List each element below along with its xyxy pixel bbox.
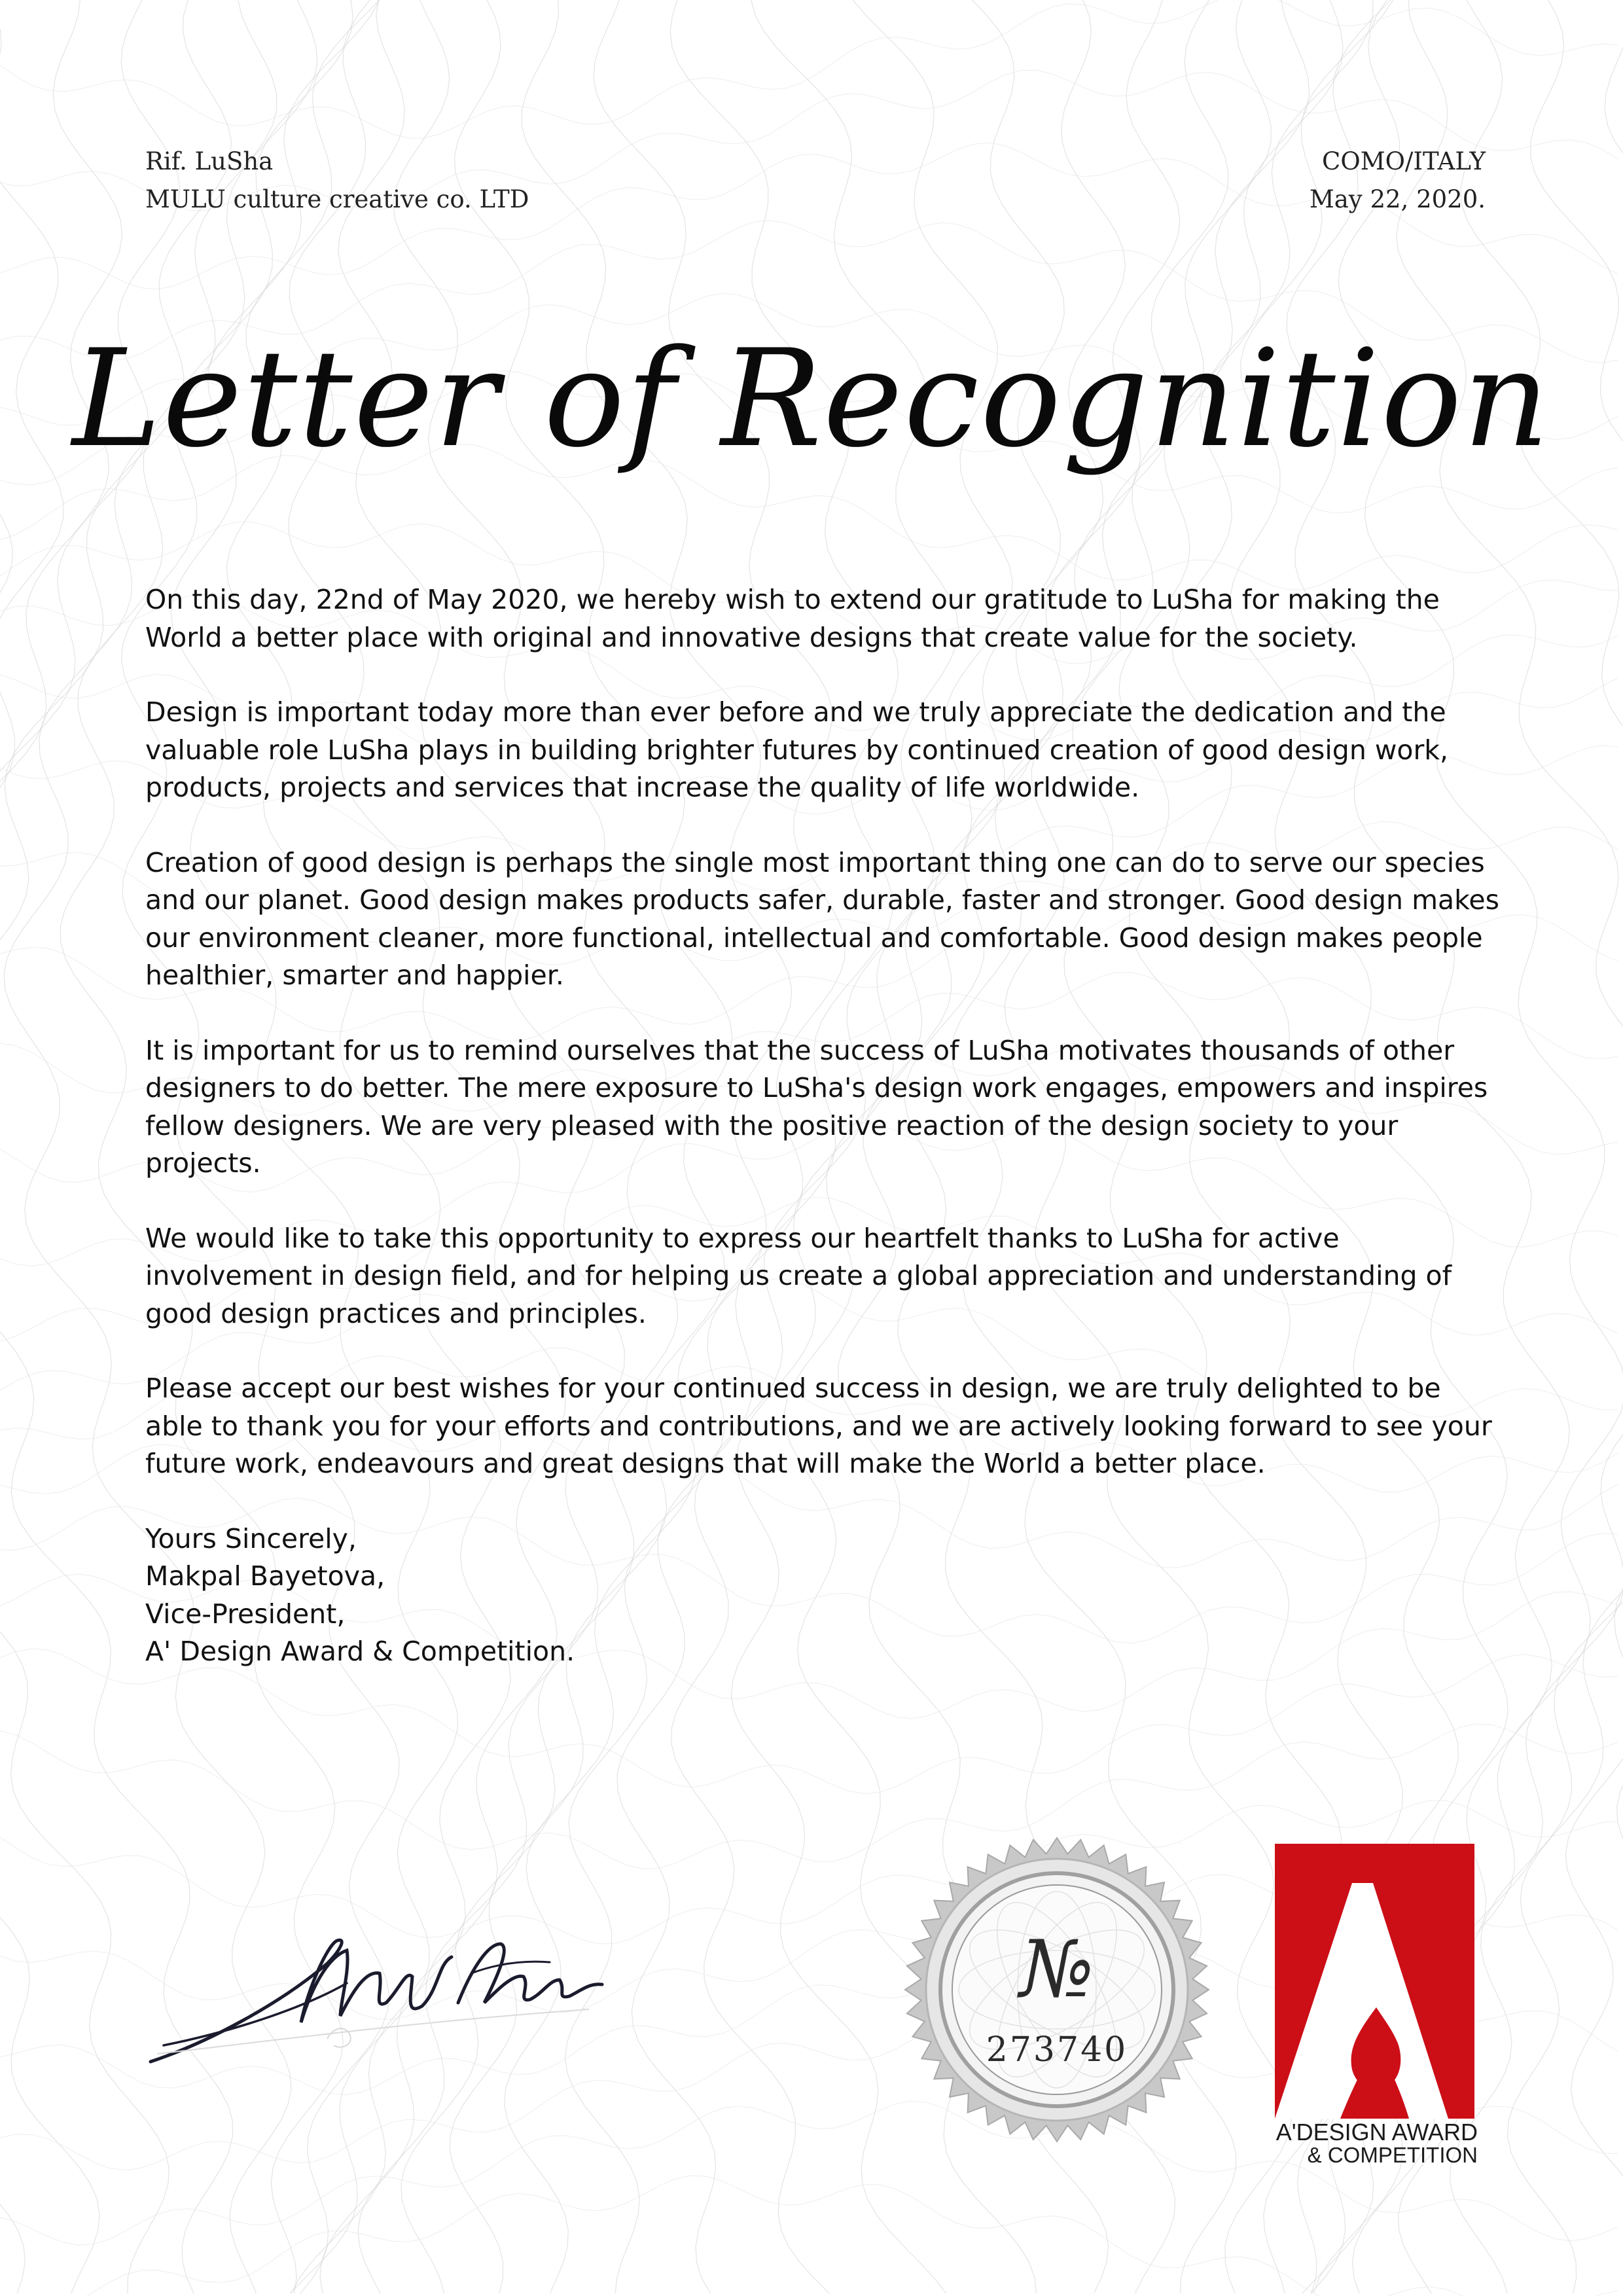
logo-caption-line1: A'DESIGN AWARD <box>1275 2119 1478 2145</box>
closing-salutation: Yours Sincerely, <box>145 1522 357 1554</box>
paragraph-importance: Design is important today more than ever before and we truly appreciate the dedication and the valuable role LuSha plays in building brighter futures by continued creation of good design work, products, projects and services that increase the quality of life worldwide. <box>145 696 1449 803</box>
paragraph-good-design: Creation of good design is perhaps the single most important thing one can do to serve our species and our planet. Good design makes products safer, durable, faster and stronger. Good design makes our environment cleaner, more functional, intellectual and comfortable. Good design makes people healthier, smarter and happier. <box>145 846 1499 991</box>
closing-block <box>145 1520 1507 1671</box>
paragraph-best-wishes: Please accept our best wishes for your continued success in design, we are truly delighted to be able to thank you for your efforts and contributions, and we are actively looking forward to see your future work, endeavours and great designs that will make the World a better place. <box>145 1372 1492 1479</box>
signatory-name: Makpal Bayetova, <box>145 1560 385 1592</box>
paragraph-gratitude: On this day, 22nd of May 2020, we hereby wish to extend our gratitude to LuSha for making the World a better place with original and innovative designs that create value for the society. <box>145 584 1440 653</box>
location: COMO/ITALY <box>1322 147 1486 175</box>
letter-title: Letter of Recognition <box>72 321 1551 477</box>
signatory-role: Vice-President, <box>145 1598 346 1630</box>
seal-number-symbol: № <box>1020 1924 1094 2015</box>
recipient-company: MULU culture creative co. LTD <box>145 185 529 213</box>
seal-serial-number: 273740 <box>986 2030 1128 2070</box>
paragraph-thanks: We would like to take this opportunity to express our heartfelt thanks to LuSha for active involvement in design field, and for helping us create a global appreciation and understanding of good design practices and principles. <box>145 1222 1452 1329</box>
adesign-award-logo <box>1275 1844 1474 2119</box>
handwritten-signature <box>131 1911 615 2081</box>
place-date-block <box>1310 143 1486 219</box>
recipient-block <box>145 143 529 219</box>
logo-caption-line2: & COMPETITION <box>1307 2143 1478 2167</box>
letter-date: May 22, 2020. <box>1309 185 1486 213</box>
serial-seal <box>900 1833 1214 2147</box>
signatory-organization: A' Design Award & Competition. <box>145 1636 575 1667</box>
letter-body <box>145 581 1507 1671</box>
logo-caption <box>1275 2121 1478 2166</box>
a-letter-icon <box>1275 1844 1474 2119</box>
paragraph-motivation: It is important for us to remind ourselves that the success of LuSha motivates thousands of other designers to do better. The mere exposure to LuSha's design work engages, empowers and inspires fellow designers. We are very pleased with the positive reaction of the design society to your projects. <box>145 1034 1488 1179</box>
reference-line: Rif. LuSha <box>145 147 274 175</box>
